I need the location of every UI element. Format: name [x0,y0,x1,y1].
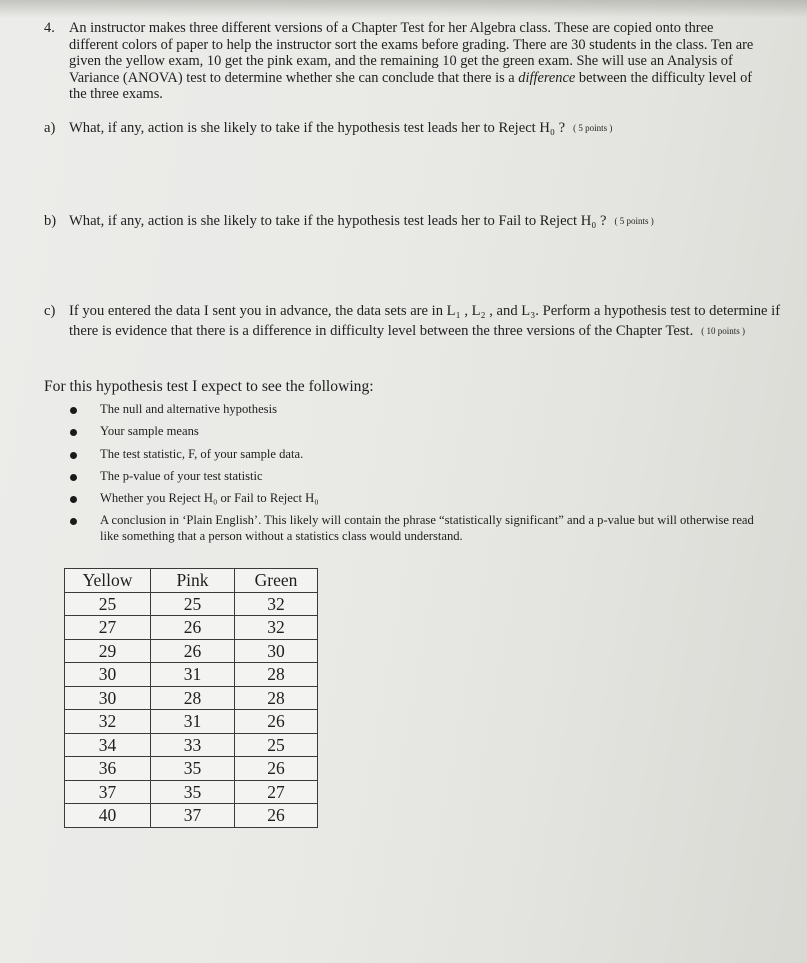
question-c-points: ( 10 points ) [701,325,745,336]
page-top-shadow [0,0,807,18]
question-c [44,302,784,341]
table-row [65,639,318,663]
cell-pink: 28 [151,686,235,710]
question-a-label: a) [44,120,56,136]
cell-green: 32 [235,616,318,640]
list-item-text: A conclusion in ‘Plain English’. This likely will contain the phrase “statistically significant” and a p-value but will otherwise read like something that a person without a statistics class would understand. [100,513,754,543]
data-table [64,568,318,828]
table-header-row [65,569,318,593]
header-yellow: Yellow [65,569,151,593]
table-row [65,733,318,757]
problem-text: An instructor makes three different versions of a Chapter Test for her Algebra class. These are copied onto three different colors of paper to help the instructor sort the exams before grading. There are 30 students in the class. Ten are given the yellow exam, 10 get the pink exam, and the remaining 10 get the green exam. She will use an Analysis of Variance (ANOVA) test to determine whether she can conclude that there is a [69,20,754,86]
cell-pink: 25 [151,592,235,616]
cell-green: 28 [235,686,318,710]
list-item [70,402,760,418]
cell-green: 32 [235,592,318,616]
list-item-text: Your sample means [100,424,199,439]
cell-green: 26 [235,804,318,828]
table-row [65,592,318,616]
expectations-heading: For this hypothesis test I expect to see the following: [44,378,374,395]
list-item-text: The null and alternative hypothesis [100,402,277,416]
cell-yellow: 40 [65,804,151,828]
cell-yellow: 32 [65,710,151,734]
question-a [44,119,612,138]
question-b-points: ( 5 points ) [614,216,654,226]
problem-statement [44,20,764,103]
list-item [70,447,760,463]
bullet-icon [70,496,77,503]
cell-pink: 37 [151,804,235,828]
cell-green: 28 [235,663,318,687]
cell-yellow: 36 [65,757,151,781]
list-item-text: The test statistic, F, of your sample data. [100,446,304,461]
cell-yellow: 29 [65,639,151,663]
cell-green: 26 [235,710,318,734]
list-item-text: The p-value of your test statistic [100,468,263,483]
header-green: Green [235,569,318,593]
cell-yellow: 27 [65,616,151,640]
table-row [65,616,318,640]
cell-green: 25 [235,733,318,757]
cell-pink: 35 [151,780,235,804]
question-a-points: ( 5 points ) [573,123,613,133]
list-item [70,513,760,544]
cell-pink: 31 [151,710,235,734]
cell-yellow: 30 [65,686,151,710]
question-c-body [69,302,784,341]
cell-yellow: 30 [65,663,151,687]
list-item [70,469,760,485]
table-row [65,663,318,687]
cell-pink: 31 [151,663,235,687]
cell-pink: 26 [151,616,235,640]
problem-number: 4. [44,20,55,36]
list-item [70,424,760,440]
cell-green: 27 [235,780,318,804]
cell-pink: 26 [151,639,235,663]
cell-pink: 35 [151,757,235,781]
cell-yellow: 34 [65,733,151,757]
bullet-icon [70,429,77,436]
cell-pink: 33 [151,733,235,757]
table-row [65,710,318,734]
expectations-list [70,402,760,551]
list-item-text: Whether you Reject H₀ or Fail to Reject H₀ [100,491,319,506]
table-row [65,686,318,710]
list-item [70,491,760,507]
bullet-icon [70,452,77,459]
bullet-icon [70,474,77,481]
problem-text-end: between the difficulty level of the three exams. [69,69,753,102]
table-row [65,757,318,781]
question-b-text: What, if any, action is she likely to take if the hypothesis test leads her to Fail to Reject H₀ ? [69,213,607,229]
question-b-label: b) [44,213,57,229]
cell-yellow: 37 [65,780,151,804]
question-c-text: If you entered the data I sent you in advance, the data sets are in L₁ , L₂ , and L₃. Perform a hypothesis test to determine if there is evidence that there is a difference in difficulty level between the three versions of the Chapter Test. [69,303,781,339]
header-pink: Pink [151,569,235,593]
question-b [44,212,654,231]
cell-yellow: 25 [65,592,151,616]
problem-emphasis: difference [518,69,576,86]
bullet-icon [70,407,77,414]
question-c-label: c) [44,303,56,319]
table-row [65,804,318,828]
cell-green: 26 [235,757,318,781]
problem-body [69,20,764,103]
table-row [65,780,318,804]
cell-green: 30 [235,639,318,663]
question-a-text: What, if any, action is she likely to take if the hypothesis test leads her to Reject H₀ ? [69,120,566,136]
bullet-icon [70,518,77,525]
